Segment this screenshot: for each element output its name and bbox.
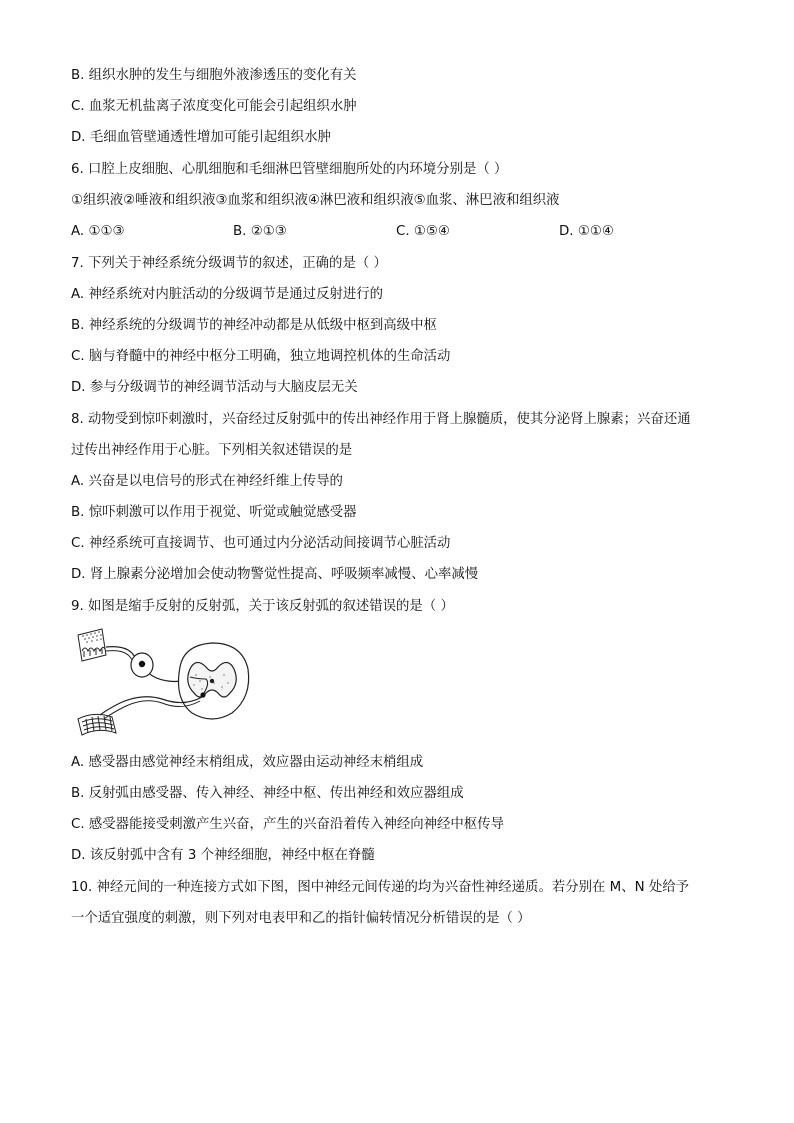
- q6-option-c: C. ①⑤④: [396, 224, 450, 239]
- q7-stem: 7. 下列关于神经系统分级调节的叙述，正确的是（ ）: [71, 256, 387, 271]
- spinal-cord: [179, 643, 249, 719]
- q8-option-c: C. 神经系统可直接调节、也可通过内分泌活动间接调节心脏活动: [71, 536, 451, 551]
- q7-option-c: C. 脑与脊髓中的神经中枢分工明确，独立地调控机体的生命活动: [71, 349, 451, 364]
- q8-option-d: D. 肾上腺素分泌增加会使动物警觉性提高、呼吸频率减慢、心率减慢: [71, 567, 479, 582]
- q6-options: [71, 222, 711, 242]
- muscle-effector: [78, 714, 116, 735]
- q6-choices: ①组织液②唾液和组织液③血浆和组织液④淋巴液和组织液⑤血浆、淋巴液和组织液: [71, 193, 560, 208]
- q10-stem-line1: 10. 神经元间的一种连接方式如下图，图中神经元间传递的均为兴奋性神经递质。若分别在 M、N 处给予: [71, 880, 690, 895]
- q8-option-a: A. 兴奋是以电信号的形式在神经纤维上传导的: [71, 474, 343, 489]
- q9-option-b: B. 反射弧由感受器、传入神经、神经中枢、传出神经和效应器组成: [71, 786, 464, 801]
- q7-option-a: A. 神经系统对内脏活动的分级调节是通过反射进行的: [71, 287, 384, 302]
- q6-option-d: D. ①①④: [559, 224, 614, 239]
- q5-option-c: C. 血浆无机盐离子浓度变化可能会引起组织水肿: [71, 99, 357, 114]
- q5-option-b: B. 组织水肿的发生与细胞外液渗透压的变化有关: [71, 68, 357, 83]
- q8-option-b: B. 惊吓刺激可以作用于视觉、听觉或触觉感受器: [71, 505, 357, 520]
- q9-stem: 9. 如图是缩手反射的反射弧，关于该反射弧的叙述错误的是（ ）: [71, 599, 454, 614]
- q9-option-c: C. 感受器能接受刺激产生兴奋，产生的兴奋沿着传入神经向神经中枢传导: [71, 817, 504, 832]
- q6-stem: 6. 口腔上皮细胞、心肌细胞和毛细淋巴管壁细胞所处的内环境分别是（ ）: [71, 162, 508, 177]
- q6-option-a: A. ①①③: [71, 224, 125, 239]
- q9-option-a: A. 感受器由感觉神经末梢组成，效应器由运动神经末梢组成: [71, 755, 424, 770]
- q10-stem-line2: 一个适宜强度的刺激，则下列对电表甲和乙的指针偏转情况分析错误的是（ ）: [71, 911, 531, 926]
- q7-option-b: B. 神经系统的分级调节的神经冲动都是从低级中枢到高级中枢: [71, 318, 437, 333]
- q7-option-d: D. 参与分级调节的神经调节活动与大脑皮层无关: [71, 380, 358, 395]
- skin-receptor: [78, 629, 106, 661]
- q8-stem-line1: 8. 动物受到惊吓刺激时，兴奋经过反射弧中的传出神经作用于肾上腺髓质，使其分泌肾上腺素；兴奋还通: [71, 412, 691, 427]
- q9-option-d: D. 该反射弧中含有 3 个神经细胞，神经中枢在脊髓: [71, 848, 375, 863]
- q6-option-b: B. ②①③: [233, 224, 287, 239]
- q8-stem-line2: 过传出神经作用于心脏。下列相关叙述错误的是: [71, 443, 353, 458]
- reflex-arc-diagram: [72, 627, 262, 743]
- q5-option-d: D. 毛细血管壁通透性增加可能引起组织水肿: [71, 130, 331, 145]
